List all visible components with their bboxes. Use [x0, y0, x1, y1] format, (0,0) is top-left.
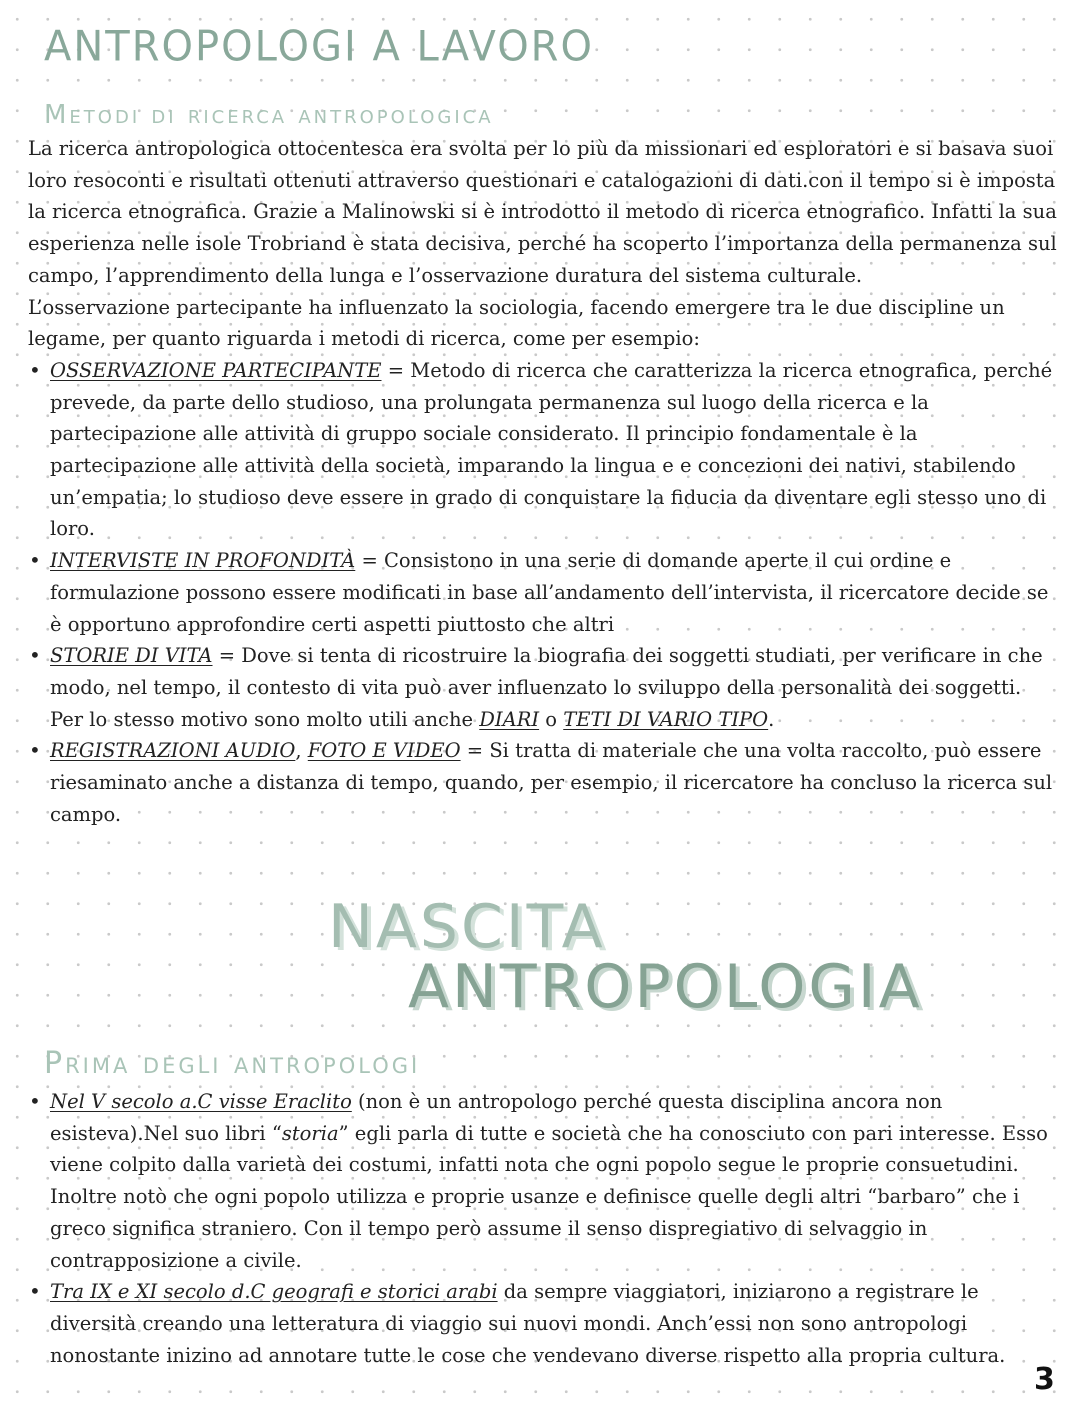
intro-paragraph: La ricerca antropologica ottocentesca era svolta per lo più da missionari ed esploratori e si basava suoi loro resoconti e risultati ottenuti attraverso questionari e catalogazioni di dati.con il tempo si è imposta la ricerca etnografica. Grazie a Malinowski si è introdotto il metodo di ricerca etnografico. Infatti la sua esperienza nelle isole Trobriand è stata decisiva, perché ha scoperto l’importanza della permanenza sul campo, l’apprendimento della lunga e l’osservazione duratura del sistema culturale.: [28, 137, 1057, 287]
conjunction-text: o: [539, 707, 564, 731]
list-item: [28, 640, 1058, 735]
section-subtitle-before: Prima degli antropologi: [44, 1046, 421, 1081]
definition-text: = Metodo di ricerca che caratterizza la ricerca etnografica, perché prevede, da parte dello studioso, una prolungata permanenza sul luogo della ricerca e la partecipazione alle attività di gruppo sociale considerato. Il principio fondamentale è la partecipazione alle attività della società, imparando la lingua e e concezioni dei nativi, stabilendo un’empatia; lo studioso deve essere in grado di conquistare la fiducia da diventare egli stesso uno di loro.: [50, 358, 1053, 541]
list-item: [28, 1276, 1058, 1371]
term-osservazione: OSSERVAZIONE PARTECIPANTE: [50, 358, 382, 382]
term-registrazioni-audio: REGISTRAZIONI AUDIO: [50, 739, 296, 763]
end-punctuation: .: [768, 707, 775, 731]
section-before-anthropologists: [28, 1086, 1058, 1371]
page-number: 3: [1034, 1362, 1055, 1397]
term-diari: DIARI: [479, 707, 540, 731]
section-subtitle-methods: Metodi di ricerca antropologica: [44, 100, 494, 130]
italic-word-storia: storia: [281, 1121, 339, 1145]
separator-text: ,: [295, 739, 308, 763]
list-item: [28, 545, 1058, 640]
sociology-paragraph: L’osservazione partecipante ha influenzato la sociologia, facendo emergere tra le due discipline un legame, per quanto riguarda i metodi di ricerca, come per esempio:: [28, 295, 1005, 351]
term-geografi-arabi: Tra IX e XI secolo d.C geografi e storici arabi: [50, 1280, 498, 1304]
methods-list: [28, 355, 1058, 831]
definition-text: = Dove si tenta di ricostruire la biografia dei soggetti studiati, per verificare in che modo, nel tempo, il contesto di vita può aver influenzato lo sviluppo della personalità dei soggetti. Per lo stesso motivo sono molto utili anche: [50, 644, 1043, 731]
definition-text: = Si tratta di materiale che una volta raccolto, può essere riesaminato anche a distanza di tempo, quando, per esempio, il ricercatore ha concluso la ricerca sul campo.: [50, 739, 1053, 826]
big-title-line1: NASCITA: [328, 892, 606, 962]
term-eraclito: Nel V secolo a.C visse Eraclito: [50, 1090, 352, 1113]
big-title-line2: ANTROPOLOGIA: [408, 952, 923, 1022]
history-text: (non è un antropologo perché questa disciplina ancora non esisteva).Nel suo libri “: [50, 1090, 943, 1145]
page-title: ANTROPOLOGI A LAVORO: [44, 22, 594, 72]
definition-text: = Consistono in una serie di domande aperte il cui ordine e formulazione possono essere modificati in base all’andamento dell’intervista, il ricercatore decide se è opportuno approfondire certi aspetti piuttosto che altri: [50, 549, 1049, 636]
history-list: [28, 1086, 1058, 1371]
list-item: [28, 735, 1058, 830]
section-research-methods: [28, 133, 1058, 830]
history-text: ” egli parla di tutte e società che ha conosciuto con pari interesse. Esso viene colpito dalla varietà dei costumi, infatti nota che ogni popolo segue le proprie consuetudini. Inoltre notò che ogni popolo utilizza e proprie usanze e definisce quelle degli altri “barbaro” che i greco significa straniero. Con il tempo però assume il senso dispregiativo di selvaggio in contrapposizione a civile.: [50, 1121, 1048, 1272]
term-foto-video: FOTO E VIDEO: [307, 739, 461, 763]
term-testi: TETI DI VARIO TIPO: [563, 707, 769, 731]
list-item: [28, 355, 1058, 545]
term-storie-di-vita: STORIE DI VITA: [50, 644, 213, 668]
history-text: da sempre viaggiatori, iniziarono a registrare le diversità creando una letteratura di viaggio sui nuovi mondi. Anch’essi non sono antropologi nonostante inizino ad annotare tutte le cose che vendevano diverse rispetto alla propria cultura.: [50, 1280, 1006, 1367]
term-interviste: INTERVISTE IN PROFONDITÀ: [50, 549, 356, 573]
list-item: [28, 1086, 1058, 1276]
